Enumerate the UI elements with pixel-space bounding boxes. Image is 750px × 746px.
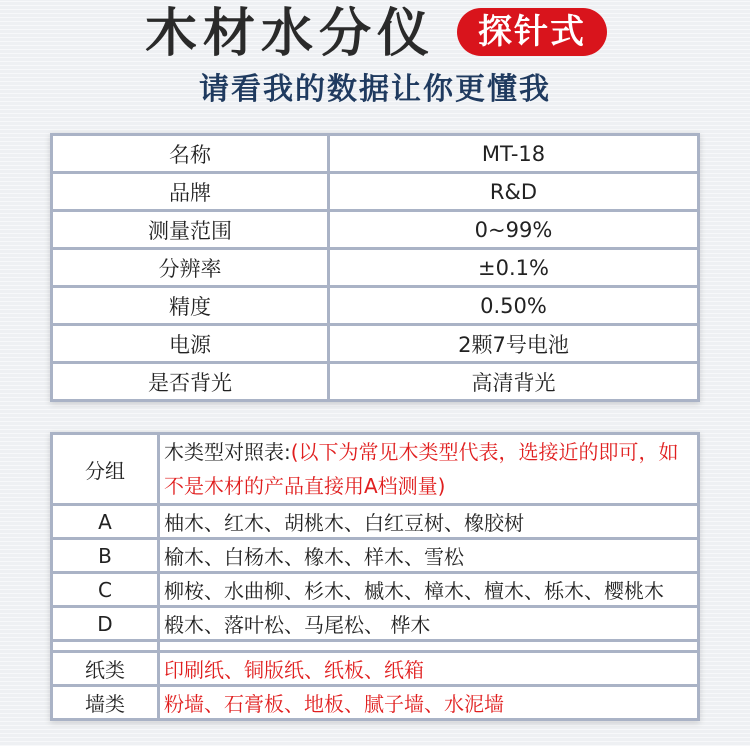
table-row — [52, 652, 699, 686]
header — [0, 0, 750, 130]
spec-row — [52, 173, 699, 211]
spec-value: 高清背光 — [329, 363, 699, 401]
spec-label: 是否背光 — [52, 363, 329, 401]
type-badge: 探针式 — [457, 8, 607, 56]
group-header-label: 分组 — [52, 434, 159, 505]
group-items: 椴木、落叶松、马尾松、 桦木 — [159, 607, 699, 641]
description-note: (以下为常见木类型代表，选接近的即可，如不是木材的产品直接用A档测量) — [164, 440, 679, 498]
table-header-row — [52, 434, 699, 505]
spec-value: 2颗7号电池 — [329, 325, 699, 363]
table-spacer-row — [52, 641, 699, 652]
description-title: 木类型对照表: — [164, 440, 291, 464]
spacer-cell — [52, 641, 159, 652]
group-letter: B — [52, 539, 159, 573]
spec-row — [52, 325, 699, 363]
group-items: 榆木、白杨木、橡木、样木、雪松 — [159, 539, 699, 573]
group-letter: C — [52, 573, 159, 607]
table-row — [52, 607, 699, 641]
spec-label: 分辨率 — [52, 249, 329, 287]
spec-label: 名称 — [52, 135, 329, 173]
group-items: 柳桉、水曲柳、杉木、槭木、樟木、檀木、栎木、樱桃木 — [159, 573, 699, 607]
spec-row — [52, 249, 699, 287]
wood-type-description — [159, 434, 699, 505]
page-title: 木材水分仪 — [145, 4, 436, 64]
page-subtitle: 请看我的数据让你更懂我 — [199, 72, 551, 107]
spec-row — [52, 135, 699, 173]
spec-value: 0~99% — [329, 211, 699, 249]
group-items: 柚木、红木、胡桃木、白红豆树、橡胶树 — [159, 505, 699, 539]
table-row — [52, 686, 699, 720]
spec-label: 电源 — [52, 325, 329, 363]
spec-label: 品牌 — [52, 173, 329, 211]
group-letter: 墙类 — [52, 686, 159, 720]
spec-value: MT-18 — [329, 135, 699, 173]
spec-label: 测量范围 — [52, 211, 329, 249]
spec-value: R&D — [329, 173, 699, 211]
group-letter: D — [52, 607, 159, 641]
group-letter: A — [52, 505, 159, 539]
group-letter: 纸类 — [52, 652, 159, 686]
spec-value: ±0.1% — [329, 249, 699, 287]
table-row — [52, 539, 699, 573]
spec-value: 0.50% — [329, 287, 699, 325]
spec-table — [50, 133, 700, 402]
spec-row — [52, 211, 699, 249]
group-items: 粉墙、石膏板、地板、腻子墙、水泥墙 — [159, 686, 699, 720]
spec-row — [52, 363, 699, 401]
group-items: 印刷纸、铜版纸、纸板、纸箱 — [159, 652, 699, 686]
wood-type-table — [50, 432, 700, 721]
spec-row — [52, 287, 699, 325]
spacer-cell — [159, 641, 699, 652]
table-row — [52, 573, 699, 607]
spec-label: 精度 — [52, 287, 329, 325]
table-row — [52, 505, 699, 539]
